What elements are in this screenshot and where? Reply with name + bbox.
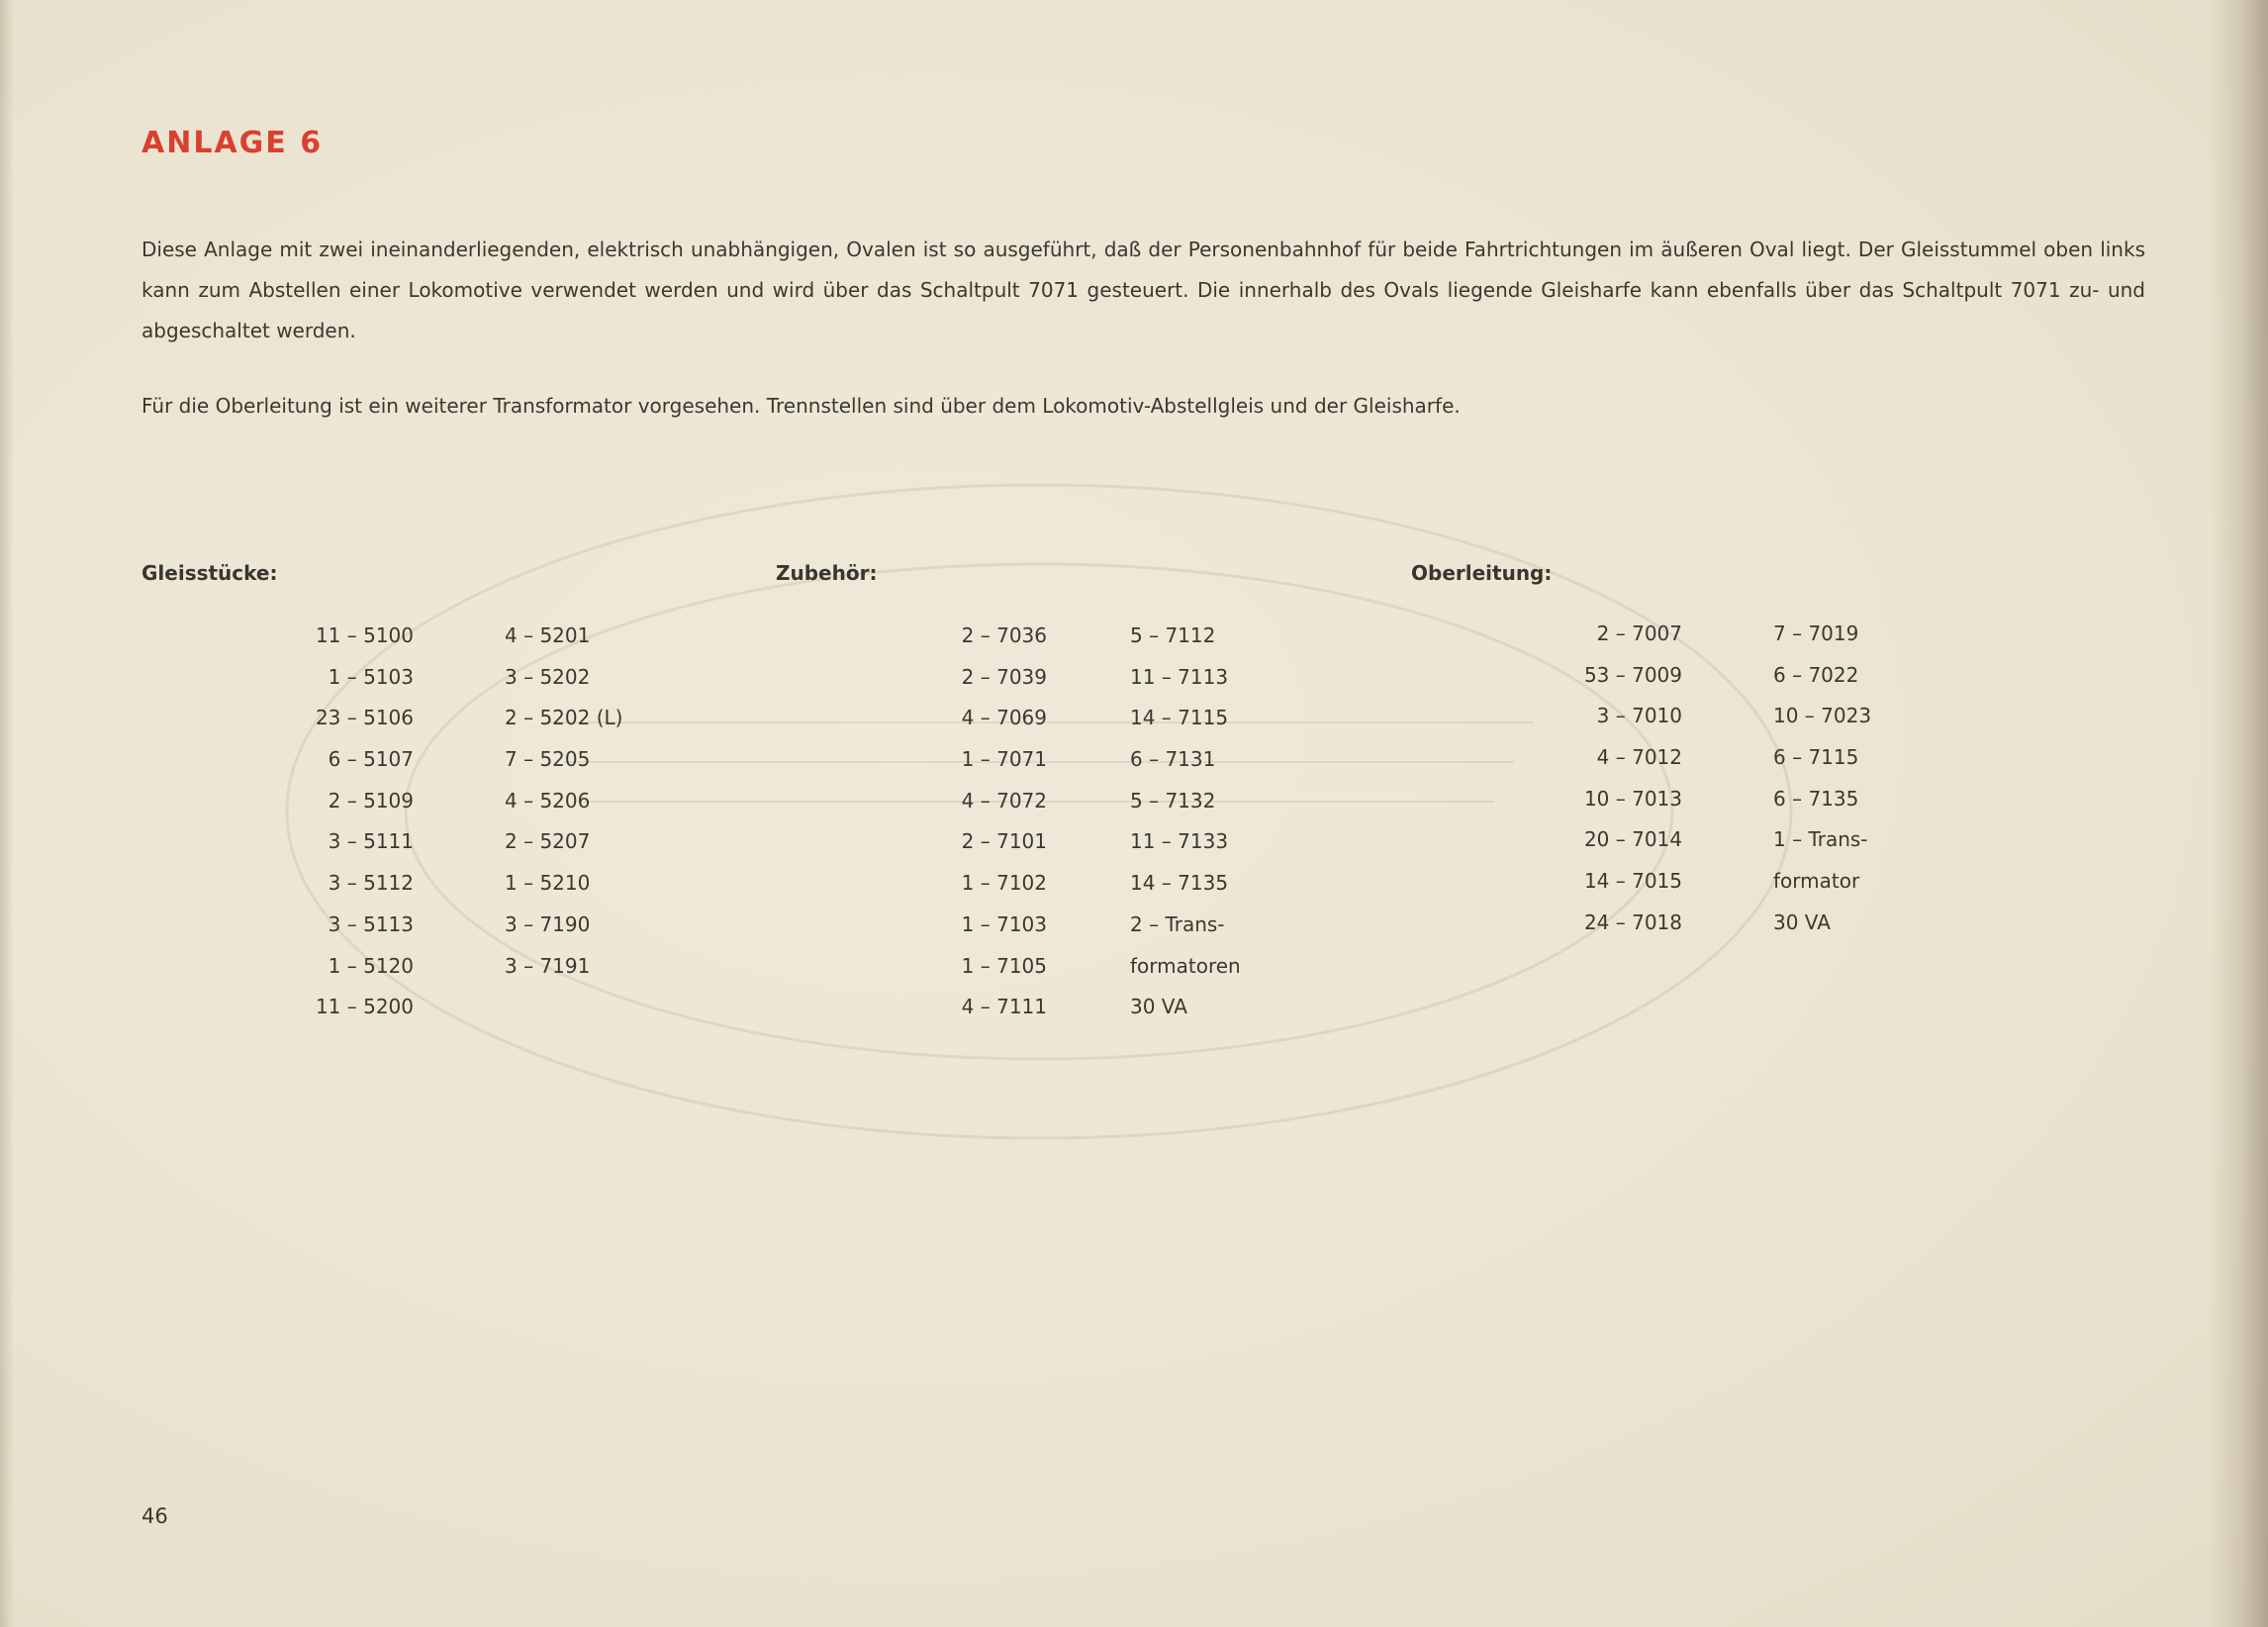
list-item: 20 – 7014 — [1583, 827, 1682, 852]
page-edge-shadow — [0, 0, 14, 1627]
list-item: 6 – 7131 — [1130, 747, 1216, 772]
list-item: 1 – 7103 — [961, 911, 1047, 936]
list-item: 1 – 7102 — [961, 871, 1047, 896]
book-spine-shadow — [2209, 0, 2268, 1627]
list-item: 5 – 7112 — [1130, 623, 1216, 647]
zubehoer-list-col2 — [1130, 616, 1328, 1028]
list-item: 6 – 7115 — [1773, 745, 1859, 770]
list-item: 4 – 5206 — [505, 788, 591, 813]
list-item: 4 – 7072 — [961, 788, 1047, 813]
list-item: 11 – 5100 — [315, 623, 414, 647]
list-item: 1 – Trans- — [1773, 827, 1868, 852]
list-item: 3 – 5202 — [505, 664, 591, 689]
list-item: 1 – 7105 — [961, 953, 1047, 978]
list-item: 6 – 7022 — [1773, 662, 1859, 687]
list-item: 2 – 7036 — [961, 623, 1047, 647]
list-item: 4 – 7012 — [1596, 745, 1682, 770]
zubehoer-list-col1 — [930, 616, 1047, 1028]
list-item: 2 – 7039 — [961, 664, 1047, 689]
list-item: 2 – 7101 — [961, 829, 1047, 854]
list-item: 30 VA — [1773, 909, 1831, 934]
section-heading-zubehoer: Zubehör: — [776, 561, 878, 585]
list-item: 10 – 7023 — [1773, 704, 1872, 728]
list-item: 1 – 5210 — [505, 871, 591, 896]
list-item: 7 – 7019 — [1773, 622, 1859, 645]
list-item: 3 – 5111 — [328, 829, 414, 854]
list-item: formatoren — [1130, 953, 1241, 978]
gleisstuecke-list-col1 — [297, 616, 414, 1028]
list-item: 11 – 7113 — [1130, 664, 1229, 689]
list-item: 4 – 7111 — [961, 995, 1047, 1019]
list-item: 1 – 7071 — [961, 747, 1047, 772]
page-title: ANLAGE 6 — [142, 126, 324, 160]
list-item: 14 – 7115 — [1130, 706, 1229, 730]
section-heading-oberleitung: Oberleitung: — [1411, 561, 1553, 585]
list-item: formator — [1773, 869, 1860, 894]
list-item: 10 – 7013 — [1583, 786, 1682, 811]
list-item: 4 – 5201 — [505, 623, 591, 647]
list-item: 3 – 7010 — [1596, 704, 1682, 728]
list-item: 24 – 7018 — [1583, 909, 1682, 934]
list-item: 30 VA — [1130, 995, 1187, 1019]
list-item: 3 – 7191 — [505, 953, 591, 978]
list-item: 2 – 7007 — [1596, 622, 1682, 645]
list-item: 2 – 5109 — [328, 788, 414, 813]
page-number: 46 — [142, 1504, 168, 1528]
list-item: 2 – 5207 — [505, 829, 591, 854]
oberleitung-list-col2 — [1773, 614, 1971, 944]
list-item: 7 – 5205 — [505, 747, 591, 772]
list-item: 3 – 5113 — [328, 911, 414, 936]
list-item: 11 – 5200 — [315, 995, 414, 1019]
list-item: 14 – 7135 — [1130, 871, 1229, 896]
list-item: 53 – 7009 — [1583, 662, 1682, 687]
description-paragraph: Diese Anlage mit zwei ineinanderliegenden, elektrisch unabhängigen, Ovalen ist so ausgeführt, daß der Personenbahnhof für beide Fahrtrichtungen im äußeren Oval liegt. Der Gleisstummel oben links kann zum Abstellen einer Lokomotive verwendet werden und wird über das Schaltpult 7071 gesteuert. Die innerhalb des Ovals liegende Gleisharfe kann ebenfalls über das Schaltpult 7071 zu- und abgeschaltet werden. — [142, 238, 2145, 342]
gleisstuecke-list-col2 — [505, 616, 703, 987]
list-item: 6 – 5107 — [328, 747, 414, 772]
overhead-line-paragraph: Für die Oberleitung ist ein weiterer Transformator vorgesehen. Trennstellen sind über dem Lokomotiv-Abstellgleis und der Gleisharfe. — [142, 394, 1461, 418]
list-item: 2 – Trans- — [1130, 911, 1225, 936]
list-item: 23 – 5106 — [315, 706, 414, 730]
list-item: 4 – 7069 — [961, 706, 1047, 730]
list-item: 11 – 7133 — [1130, 829, 1229, 854]
list-item: 1 – 5120 — [328, 953, 414, 978]
list-item: 6 – 7135 — [1773, 786, 1859, 811]
section-heading-gleisstuecke: Gleisstücke: — [142, 561, 278, 585]
list-item: 2 – 5202 (L) — [505, 706, 623, 730]
list-item: 1 – 5103 — [328, 664, 414, 689]
list-item: 3 – 5112 — [328, 871, 414, 896]
list-item: 14 – 7015 — [1583, 869, 1682, 894]
oberleitung-list-col1 — [1565, 614, 1682, 944]
list-item: 3 – 7190 — [505, 911, 591, 936]
list-item: 5 – 7132 — [1130, 788, 1216, 813]
